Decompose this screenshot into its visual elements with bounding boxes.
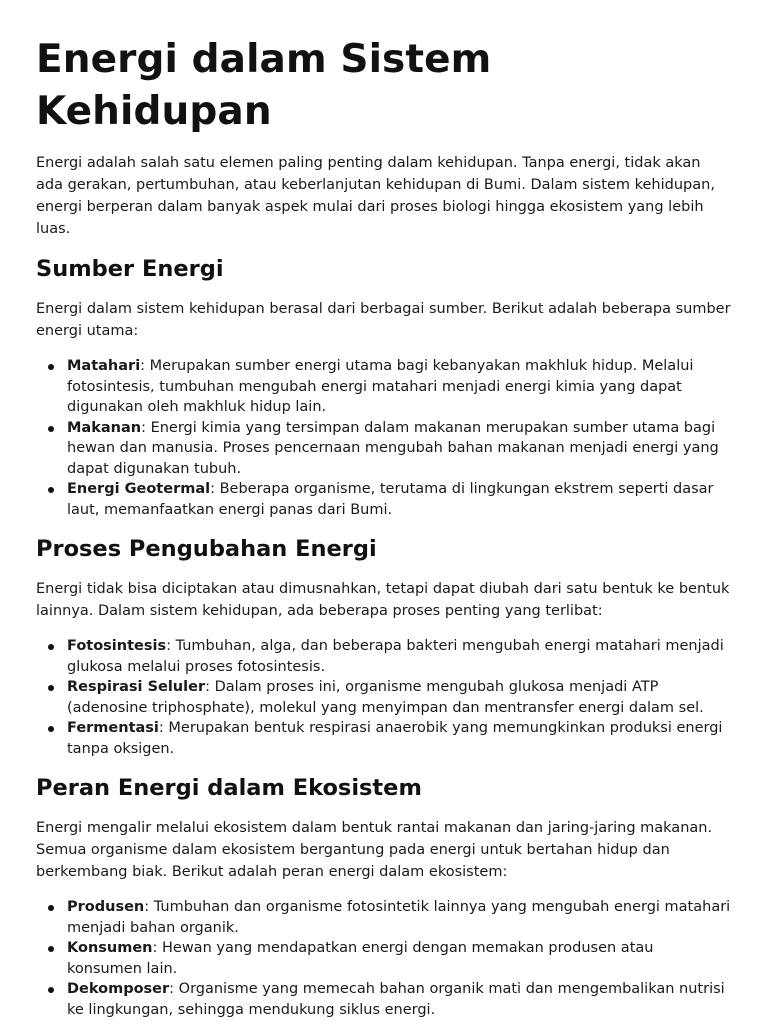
bullet-list-sumber-energi (36, 356, 732, 520)
list-item (36, 479, 732, 520)
intro-paragraph: Energi adalah salah satu elemen paling penting dalam kehidupan. Tanpa energi, tidak akan ada gerakan, pertumbuhan, atau keberlanjutan kehidupan di Bumi. Dalam sistem kehidupan, energi berperan dalam banyak aspek mulai dari proses biologi hingga ekosistem yang lebih luas. (36, 155, 715, 237)
list-item (36, 677, 732, 718)
section-heading-proses-pengubahan-energi: Proses Pengubahan Energi (36, 536, 377, 562)
list-item (36, 897, 732, 938)
list-item-text: : Organisme yang memecah bahan organik mati dan mengembalikan nutrisi ke lingkungan, sehingga mendukung siklus energi. (67, 981, 725, 1018)
section-heading-peran-energi: Peran Energi dalam Ekosistem (36, 775, 422, 801)
section-paragraph-peran-energi: Energi mengalir melalui ekosistem dalam bentuk rantai makanan dan jaring-jaring makanan. Semua organisme dalam ekosistem bergantung pada energi untuk bertahan hidup dan berkembang biak. Berikut adalah peran energi dalam ekosistem: (36, 820, 713, 880)
list-item-term: Konsumen (67, 940, 153, 956)
list-item-text: : Hewan yang mendapatkan energi dengan memakan produsen atau konsumen lain. (67, 940, 654, 977)
section-paragraph-proses-pengubahan-energi: Energi tidak bisa diciptakan atau dimusnahkan, tetapi dapat diubah dari satu bentuk ke bentuk lainnya. Dalam sistem kehidupan, ada beberapa proses penting yang terlibat: (36, 581, 730, 619)
bullet-list-proses-pengubahan-energi (36, 636, 732, 759)
list-item (36, 356, 732, 418)
bullet-list-peran-energi (36, 897, 732, 1020)
list-item-text: : Energi kimia yang tersimpan dalam makanan merupakan sumber utama bagi hewan dan manusia. Proses pencernaan mengubah bahan makanan menjadi energi yang dapat digunakan tubuh. (67, 419, 719, 477)
list-item-term: Fermentasi (67, 720, 159, 736)
list-item (36, 979, 732, 1020)
list-item (36, 938, 732, 979)
list-item-term: Respirasi Seluler (67, 679, 206, 695)
list-item-text: : Dalam proses ini, organisme mengubah glukosa menjadi ATP (adenosine triphosphate), molekul yang menyimpan dan mentransfer energi dalam sel. (67, 679, 704, 716)
list-item-term: Produsen (67, 899, 145, 915)
list-item-term: Matahari (67, 358, 141, 374)
list-item-text: : Tumbuhan dan organisme fotosintetik lainnya yang mengubah energi matahari menjadi bahan organik. (67, 899, 731, 936)
list-item-term: Makanan (67, 419, 142, 436)
list-item-text: : Merupakan bentuk respirasi anaerobik yang memungkinkan produksi energi tanpa oksigen. (67, 720, 723, 757)
list-item-term: Dekomposer (67, 981, 170, 997)
list-item-text: : Beberapa organisme, terutama di lingkungan ekstrem seperti dasar laut, memanfaatkan energi panas dari Bumi. (67, 481, 714, 518)
section-paragraph-sumber-energi: Energi dalam sistem kehidupan berasal dari berbagai sumber. Berikut adalah beberapa sumber energi utama: (36, 301, 731, 339)
list-item (36, 718, 732, 759)
page-title: Energi dalam Sistem Kehidupan (36, 37, 492, 134)
list-item-term: Energi Geotermal (67, 481, 211, 497)
list-item (36, 418, 732, 480)
list-item-term: Fotosintesis (67, 638, 167, 654)
list-item-text: : Merupakan sumber energi utama bagi kebanyakan makhluk hidup. Melalui fotosintesis, tumbuhan mengubah energi matahari menjadi energi kimia yang dapat digunakan oleh makhluk hidup lain. (67, 358, 694, 415)
section-heading-sumber-energi: Sumber Energi (36, 256, 224, 282)
list-item (36, 636, 732, 677)
list-item-text: : Tumbuhan, alga, dan beberapa bakteri mengubah energi matahari menjadi glukosa melalui proses fotosintesis. (67, 638, 724, 675)
